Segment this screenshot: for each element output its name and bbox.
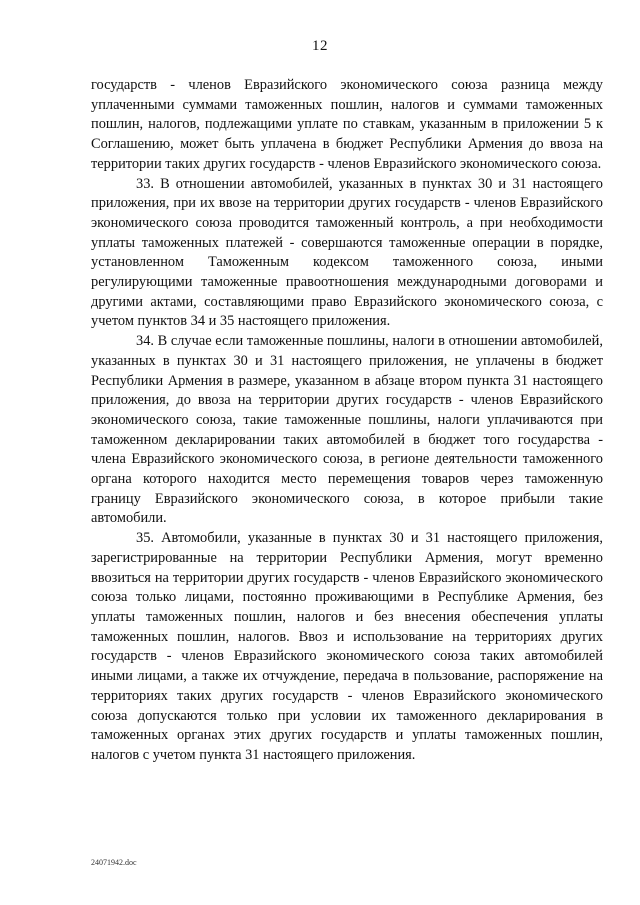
document-body	[91, 76, 603, 766]
paragraph-33: 33. В отношении автомобилей, указанных в пунктах 30 и 31 настоящего приложения, при их ввозе на территории других государств - членов Евразийского экономического союза проводится таможенный контроль, а при необходимости уплаты таможенных платежей - совершаются таможенные операции в порядке, установленном Таможенным кодексом таможенного союза, иными регулирующими таможенные правоотношения международными договорами и другими актами, составляющими право Евразийского экономического союза, с учетом пунктов 34 и 35 настоящего приложения.	[91, 175, 603, 330]
document-file-id: 24071942.doc	[91, 858, 137, 867]
paragraph-continuation: государств - членов Евразийского экономического союза разница между уплаченными суммами таможенных пошлин, налогов и суммами таможенных пошлин, налогов, подлежащими уплате по ставкам, указанным в приложении 5 к Соглашению, может быть уплачена в бюджет Республики Армения до ввоза на территории таких других государств - членов Евразийского экономического союза.	[91, 77, 603, 172]
paragraph-34: 34. В случае если таможенные пошлины, налоги в отношении автомобилей, указанных в пунктах 30 и 31 настоящего приложения, не уплачены в бюджет Республики Армения в размере, указанном в абзаце втором пункта 31 настоящего приложения, до ввоза на территории других государств - членов Евразийского экономического союза, такие таможенные пошлины, налоги уплачиваются при таможенном декларировании таких автомобилей в бюджет того государства - члена Евразийского экономического союза, в регионе деятельности таможенного органа которого находится место перемещения товаров через таможенную границу Евразийского экономического союза, в которое прибыли такие автомобили.	[91, 333, 603, 527]
page-number: 12	[312, 38, 328, 54]
paragraph-35: 35. Автомобили, указанные в пунктах 30 и 31 настоящего приложения, зарегистрированные на территории Республики Армения, могут временно ввозиться на территории других государств - членов Евразийского экономического союза только лицами, постоянно проживающими в Республике Армения, без уплаты таможенных пошлин, налогов и без внесения обеспечения уплаты таможенных пошлин, налогов. Ввоз и использование на территориях других государств - членов Евразийского экономического союза таких автомобилей иными лицами, а также их отчуждение, передача в пользование, распоряжение на территориях таких других государств - членов Евразийского экономического союза допускаются только при условии их таможенного декларирования в таможенных органах этих других государств и уплаты таможенных пошлин, налогов с учетом пункта 31 настоящего приложения.	[91, 530, 603, 763]
